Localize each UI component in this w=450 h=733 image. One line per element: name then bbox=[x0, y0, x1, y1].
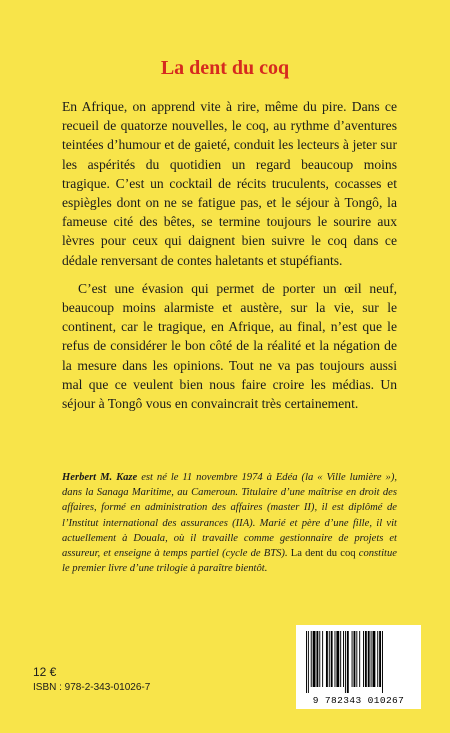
barcode-bar bbox=[316, 631, 318, 687]
price-label: 12 € bbox=[33, 665, 57, 679]
barcode bbox=[296, 625, 421, 709]
author-bio-text: est né le 11 novembre 1974 à Edéa (la « Ville lumière »), dans la Sanaga Maritime, au Cameroun. Titulaire d’une maîtrise en droit des affaires, formé en administration des affaires (master II), il est diplômé de l’Institut international des assurances (IIA). Marié et père d’une fille, il vit actuellement à Douala, où il travaille comme gestionnaire de projets et assureur, et enseigne à temps partiel (cycle de BTS). bbox=[62, 472, 398, 560]
barcode-bar bbox=[306, 631, 307, 693]
barcode-bars-icon bbox=[305, 631, 412, 693]
barcode-bar bbox=[356, 631, 357, 687]
barcode-bar bbox=[347, 631, 349, 693]
barcode-bar bbox=[308, 631, 309, 693]
barcode-bar bbox=[311, 631, 312, 687]
barcode-bar bbox=[329, 631, 330, 687]
barcode-bar bbox=[365, 631, 367, 687]
barcode-bar bbox=[331, 631, 333, 687]
barcode-bar bbox=[326, 631, 328, 687]
barcode-digits: 9 782343 010267 bbox=[312, 695, 405, 706]
isbn-label: ISBN : 978-2-343-01026-7 bbox=[33, 682, 151, 693]
book-blurb bbox=[62, 97, 397, 413]
barcode-bar bbox=[354, 631, 356, 687]
barcode-bar bbox=[319, 631, 320, 687]
author-name: Herbert M. Kaze bbox=[62, 472, 138, 483]
author-bio bbox=[62, 470, 397, 576]
barcode-bar bbox=[382, 631, 383, 693]
book-title: La dent du coq bbox=[160, 57, 290, 80]
barcode-bar bbox=[340, 631, 341, 687]
barcode-bar bbox=[343, 631, 344, 687]
barcode-bar bbox=[373, 631, 376, 687]
barcode-bar bbox=[371, 631, 372, 687]
barcode-bar bbox=[322, 631, 323, 687]
barcode-bar bbox=[377, 631, 378, 687]
barcode-bar bbox=[352, 631, 353, 687]
blurb-paragraph-1: En Afrique, on apprend vite à rire, même du pire. Dans ce recueil de quatorze nouvelles, le coq, au rythme d’aventures teintées d’humour et de gaieté, conduit les lecteurs à jeter sur les aspérités du quotidien un regard beaucoup moins tragique. C’est un cocktail de récits truculents, cocasses et espiègles dont on ne se fatigue pas, et le séjour à Tongô, la fameuse cité des bêtes, se termine toujours le sourire aux lèvres pour ceux qui daignent bien suivre le coq dans ce dédale renversant de contes haletants et stupéfiants. bbox=[62, 99, 397, 268]
author-bio-book-title: La dent du coq bbox=[290, 548, 356, 560]
blurb-paragraph-2: C’est une évasion qui permet de porter un œil neuf, beaucoup moins alarmiste et austère, sur la vie, sur le continent, car le tragique, en Afrique, au final, n’est que le refus de considérer le bon côté de la réalité et la négation de la mesure dans les opinions. Tout ne va pas toujours aussi mal que ce veulent bien nous faire croire les médias. Un séjour à Tongô vous en convaincrait très certainement. bbox=[62, 280, 397, 412]
barcode-bar bbox=[336, 631, 339, 687]
barcode-bar bbox=[313, 631, 316, 687]
barcode-bar bbox=[368, 631, 370, 687]
barcode-bar bbox=[345, 631, 346, 693]
barcode-bar bbox=[363, 631, 364, 687]
barcode-bar bbox=[379, 631, 381, 687]
barcode-bar bbox=[335, 631, 336, 687]
barcode-bar bbox=[359, 631, 360, 687]
author-bio-text-end: constitue le premier livre d’une trilogie à paraître bientôt. bbox=[62, 548, 397, 575]
